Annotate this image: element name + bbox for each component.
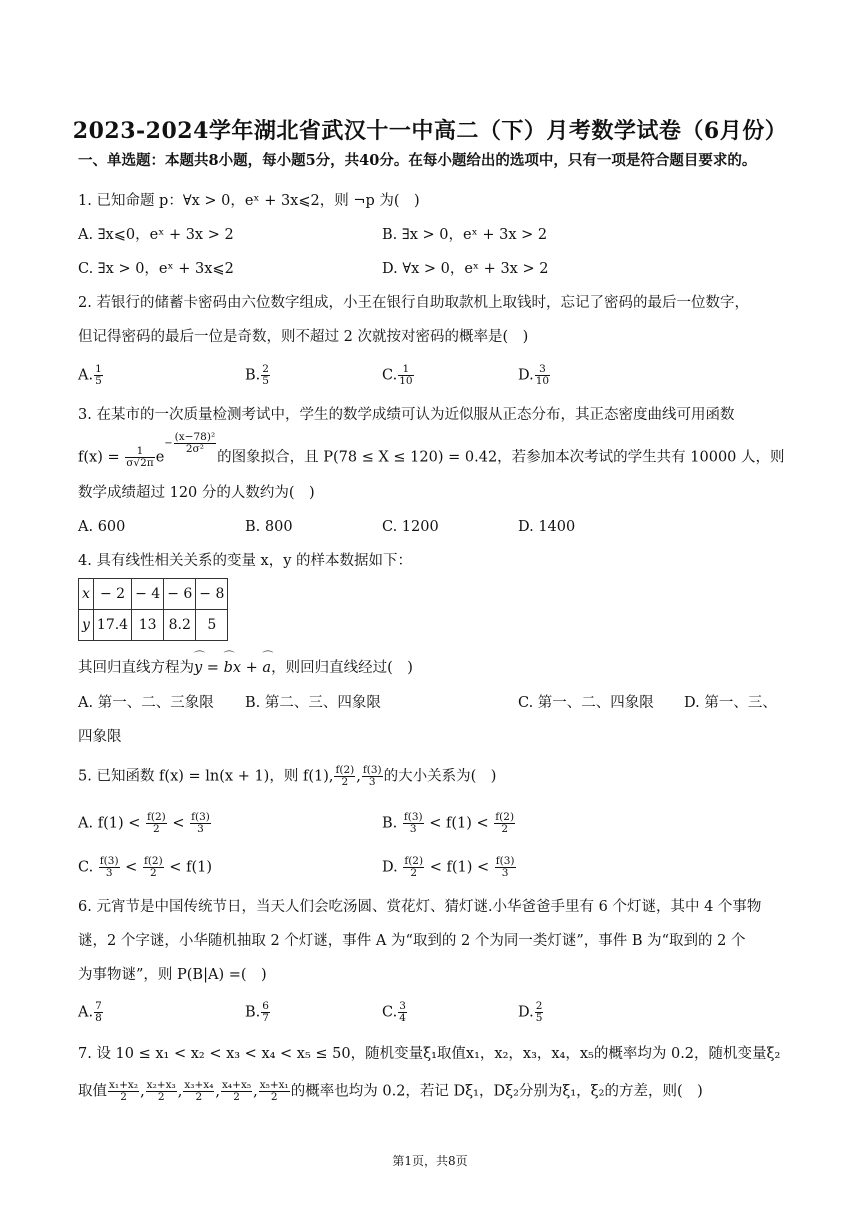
q1-option-c[interactable]: C. ∃x > 0，eˣ + 3x⩽2 [78, 261, 234, 277]
exp-fraction [174, 432, 216, 455]
numerator: f(3) [495, 855, 515, 867]
fraction [221, 1080, 252, 1103]
q6-option-d[interactable] [518, 1001, 544, 1024]
numerator: 2 [262, 363, 269, 375]
table-cell: y [79, 610, 94, 641]
denominator: 2 [341, 776, 349, 788]
fraction [403, 812, 424, 835]
f1-term: f(1) [446, 815, 472, 832]
question-6-stem-line3: 为事物谜”，则 P(B|A) =( ) [78, 967, 267, 983]
y-hat [194, 658, 202, 678]
question-7-stem-line1: 7. 设 10 ≤ x₁ < x₂ < x₃ < x₄ < x₅ ≤ 50，随机变量ξ₁取值x₁，x₂，x₃，x₄，x₅的概率均为 0.2，随机变量ξ₂ [78, 1046, 781, 1062]
table-cell: 5 [196, 610, 228, 641]
q5-option-c[interactable]: C. $\frac{f(3)}{3}$ < $\frac{f(2)}{2}$ < f(1) [78, 855, 212, 879]
q3-option-b[interactable]: B. 800 [245, 519, 293, 535]
regression-line [78, 658, 413, 678]
q2-option-a[interactable] [78, 364, 104, 387]
numerator: f(2) [146, 811, 166, 823]
question-3-stem-line2 [78, 431, 785, 469]
denominator: 8 [95, 1012, 102, 1024]
denominator: 5 [535, 1012, 543, 1024]
numerator: f(3) [362, 764, 382, 776]
fraction [108, 1080, 139, 1103]
q4-option-d-continued: 四象限 [78, 729, 122, 745]
fraction [362, 765, 383, 788]
q5-option-d[interactable]: D. $\frac{f(2)}{2}$ < f(1) < $\frac{f(3)}{3}$ [382, 855, 515, 879]
option-label: C. [382, 1004, 398, 1021]
fraction [334, 765, 355, 788]
fraction [535, 1001, 544, 1024]
f1-term: f(1) [186, 859, 212, 876]
numerator: f(2) [404, 855, 424, 867]
a-symbol: a [262, 660, 272, 676]
fraction [143, 856, 164, 879]
fraction [183, 1080, 214, 1103]
denominator: 2 [410, 867, 418, 879]
table-cell: 8.2 [164, 610, 196, 641]
option-label: A. [78, 367, 94, 384]
b-symbol: b [223, 660, 233, 676]
numerator: 1 [398, 364, 413, 376]
fraction [125, 446, 154, 469]
exp-base: e [155, 449, 165, 466]
q1-option-a[interactable]: A. ∃x⩽0，eˣ + 3x > 2 [78, 227, 234, 243]
fraction [94, 364, 103, 387]
option-label: C. [78, 859, 94, 876]
q1-option-b[interactable]: B. ∃x > 0，eˣ + 3x > 2 [382, 227, 548, 243]
option-label: B. [245, 1004, 261, 1021]
denominator: σ√2π [126, 457, 154, 469]
regression-text-end: ，则回归直线经过( ) [271, 660, 413, 676]
option-label: A. [78, 1004, 94, 1021]
exponent: − $\frac{\text{(x−78)²}}{\text{2σ²}}$ [164, 431, 216, 455]
denominator: 10 [399, 375, 413, 387]
q3-option-a[interactable]: A. 600 [78, 519, 126, 535]
fraction [495, 856, 516, 879]
denominator: 7 [262, 1012, 269, 1024]
question-3-stem-line1: 3. 在某市的一次质量检测考试中，学生的数学成绩可认为近似服从正态分布，其正态密度曲线可用函数 [78, 407, 735, 423]
stem-text-end: 的大小关系为( ) [383, 768, 497, 785]
q2-option-c[interactable] [382, 364, 415, 387]
q3-option-d[interactable]: D. 1400 [518, 519, 576, 535]
numerator: f(2) [495, 811, 515, 823]
denominator: 2 [270, 1091, 278, 1103]
denominator: 2 [157, 1091, 165, 1103]
option-label: B. [245, 367, 261, 384]
q2-option-d[interactable] [518, 364, 551, 387]
question-7-stem-line2: 取值 $\frac{\text{x₁+x₂}}{2}$ , $\frac{\text{x₂+x₃}}{2}$ , $\frac{\text{x₃+x₄}}{2}$ , $\frac{\text{x₄+x₅}}{2}$ , $\frac{\text{x₅+x₁}}{2}$ 的概率也均为 0.2，若记 Dξ₁，Dξ₂分别为ξ₁，ξ₂的方差，则( ) [78, 1079, 703, 1103]
numerator: 6 [262, 1000, 269, 1012]
denominator: 2σ² [185, 443, 204, 455]
fraction [398, 1001, 407, 1024]
option-label: C. [382, 367, 398, 384]
table-cell: − 6 [164, 579, 196, 610]
q3-option-c[interactable]: C. 1200 [382, 519, 439, 535]
function-label: f(x) = [78, 449, 120, 466]
q6-option-a[interactable] [78, 1001, 104, 1024]
denominator: 2 [195, 1091, 203, 1103]
table-row [79, 610, 228, 641]
option-label: D. [382, 859, 398, 876]
q4-option-d[interactable]: D. 第一、三、 [684, 695, 777, 711]
numerator: (x−78)² [174, 431, 216, 443]
page-title: 2023-2024学年湖北省武汉十一中高二（下）月考数学试卷（6月份） [72, 118, 788, 144]
denominator: 4 [399, 1012, 406, 1024]
page-footer: 第1页，共8页 [392, 1154, 468, 1168]
fraction [403, 856, 424, 879]
numerator: f(3) [403, 811, 423, 823]
section-heading: 一、单选题：本题共8小题，每小题5分，共40分。在每小题给出的选项中，只有一项是符合题目要求的。 [78, 152, 757, 169]
fraction [99, 856, 120, 879]
q1-option-d[interactable]: D. ∀x > 0，eˣ + 3x > 2 [382, 261, 549, 277]
a-hat [262, 658, 271, 678]
q4-option-c[interactable]: C. 第一、二、四象限 [518, 695, 654, 711]
fraction [146, 812, 167, 835]
denominator: 10 [535, 375, 550, 387]
table-cell: 17.4 [93, 610, 131, 641]
f1-term: f(1) [97, 815, 124, 832]
numerator: x₃+x₄ [184, 1079, 214, 1091]
fraction [398, 364, 413, 387]
denominator: 2 [149, 867, 157, 879]
question-5-stem: 5. 已知函数 f(x) = ln(x + 1)，则 f(1), $\frac{f(2)}{2}$ , $\frac{f(3)}{3}$ 的大小关系为( ) [78, 764, 497, 788]
denominator: 3 [368, 776, 376, 788]
question-1-stem: 1. 已知命题 p：∀x > 0，eˣ + 3x⩽2，则 ¬p 为( ) [78, 193, 420, 209]
stem-text-end: 的概率也均为 0.2，若记 Dξ₁，Dξ₂分别为ξ₁，ξ₂的方差，则( ) [290, 1083, 703, 1100]
numerator: x₁+x₂ [109, 1079, 139, 1091]
denominator: 2 [153, 823, 160, 835]
denominator: 3 [197, 823, 204, 835]
fraction [146, 1080, 177, 1103]
y-symbol: y [194, 660, 203, 676]
denominator: 3 [501, 867, 509, 879]
numerator: f(3) [99, 855, 119, 867]
numerator: f(3) [191, 811, 210, 823]
q5-option-b[interactable]: B. $\frac{f(3)}{3}$ < f(1) < $\frac{f(2)}{2}$ [382, 811, 515, 835]
equals-sign: = [202, 660, 224, 676]
fraction [261, 364, 270, 387]
regression-text: 其回归直线方程为 [78, 660, 194, 676]
stem-text: 5. 已知函数 f(x) = ln(x + 1)，则 f(1), [78, 768, 334, 785]
numerator: f(2) [335, 764, 355, 776]
option-label: D. [518, 1004, 534, 1021]
numerator: x₄+x₅ [222, 1079, 252, 1091]
option-label: A. [78, 815, 94, 832]
denominator: 2 [120, 1091, 127, 1103]
denominator: 3 [105, 867, 113, 879]
x-symbol: x + [232, 660, 263, 676]
question-6-stem-line2: 谜，2 个字谜，小华随机抽取 2 个灯谜，事件 A 为“取到的 2 个为同一类灯谜”，事件 B 为“取到的 2 个 [78, 933, 746, 949]
numerator: 2 [535, 1000, 543, 1012]
denominator: 5 [262, 375, 269, 387]
f1-term: f(1) [446, 859, 473, 876]
table-cell: − 4 [132, 579, 164, 610]
table-cell: − 2 [93, 579, 131, 610]
question-4-stem: 4. 具有线性相关关系的变量 x，y 的样本数据如下： [78, 553, 413, 569]
q6-option-c[interactable] [382, 1001, 408, 1024]
fraction [494, 812, 515, 835]
table-row [79, 579, 228, 610]
q5-option-a[interactable]: A. f(1) < $\frac{f(2)}{2}$ < $\frac{f(3)}{3}$ [78, 811, 210, 835]
table-cell: 13 [132, 610, 164, 641]
fraction [259, 1080, 290, 1103]
question-2-stem-line2: 但记得密码的最后一位是奇数，则不超过 2 次就按对密码的概率是( ) [78, 329, 529, 345]
table-cell: − 8 [196, 579, 228, 610]
question-2-stem-line1: 2. 若银行的储蓄卡密码由六位数字组成，小王在银行自助取款机上取钱时，忘记了密码的最后一位数字， [78, 295, 749, 311]
numerator: 3 [399, 1000, 406, 1012]
denominator: 2 [233, 1091, 240, 1103]
question-6-stem-line1: 6. 元宵节是中国传统节日，当天人们会吃汤圆、赏花灯、猜灯谜.小华爸爸手里有 6 个灯谜，其中 4 个事物 [78, 899, 762, 915]
fraction [190, 812, 211, 835]
numerator: 1 [125, 446, 154, 458]
numerator: f(2) [143, 855, 163, 867]
numerator: x₂+x₃ [146, 1079, 176, 1091]
table-cell: x [79, 579, 94, 610]
numerator: 3 [535, 364, 550, 376]
fraction [535, 364, 550, 387]
q2-option-b[interactable] [245, 364, 271, 387]
option-label: B. [382, 815, 398, 832]
numerator: 7 [95, 1000, 102, 1012]
denominator: 2 [501, 823, 509, 835]
numerator: 1 [95, 363, 102, 375]
stem-text: 取值 [78, 1083, 107, 1100]
q4-option-b[interactable]: B. 第二、三、四象限 [245, 695, 381, 711]
question-3-stem-line3: 数学成绩超过 120 分的人数约为( ) [78, 485, 315, 501]
fraction [261, 1001, 270, 1024]
q4-option-a[interactable]: A. 第一、二、三象限 [78, 695, 214, 711]
denominator: 3 [409, 823, 417, 835]
b-hat [224, 658, 233, 678]
option-label: D. [518, 367, 534, 384]
numerator: x₅+x₁ [259, 1079, 289, 1091]
stem-text: 的图象拟合，且 P(78 ≤ X ≤ 120) = 0.42，若参加本次考试的学生共有 10000 人，则 [217, 449, 785, 466]
denominator: 5 [95, 375, 102, 387]
fraction [94, 1001, 103, 1024]
sample-data-table [78, 578, 228, 641]
q6-option-b[interactable] [245, 1001, 271, 1024]
